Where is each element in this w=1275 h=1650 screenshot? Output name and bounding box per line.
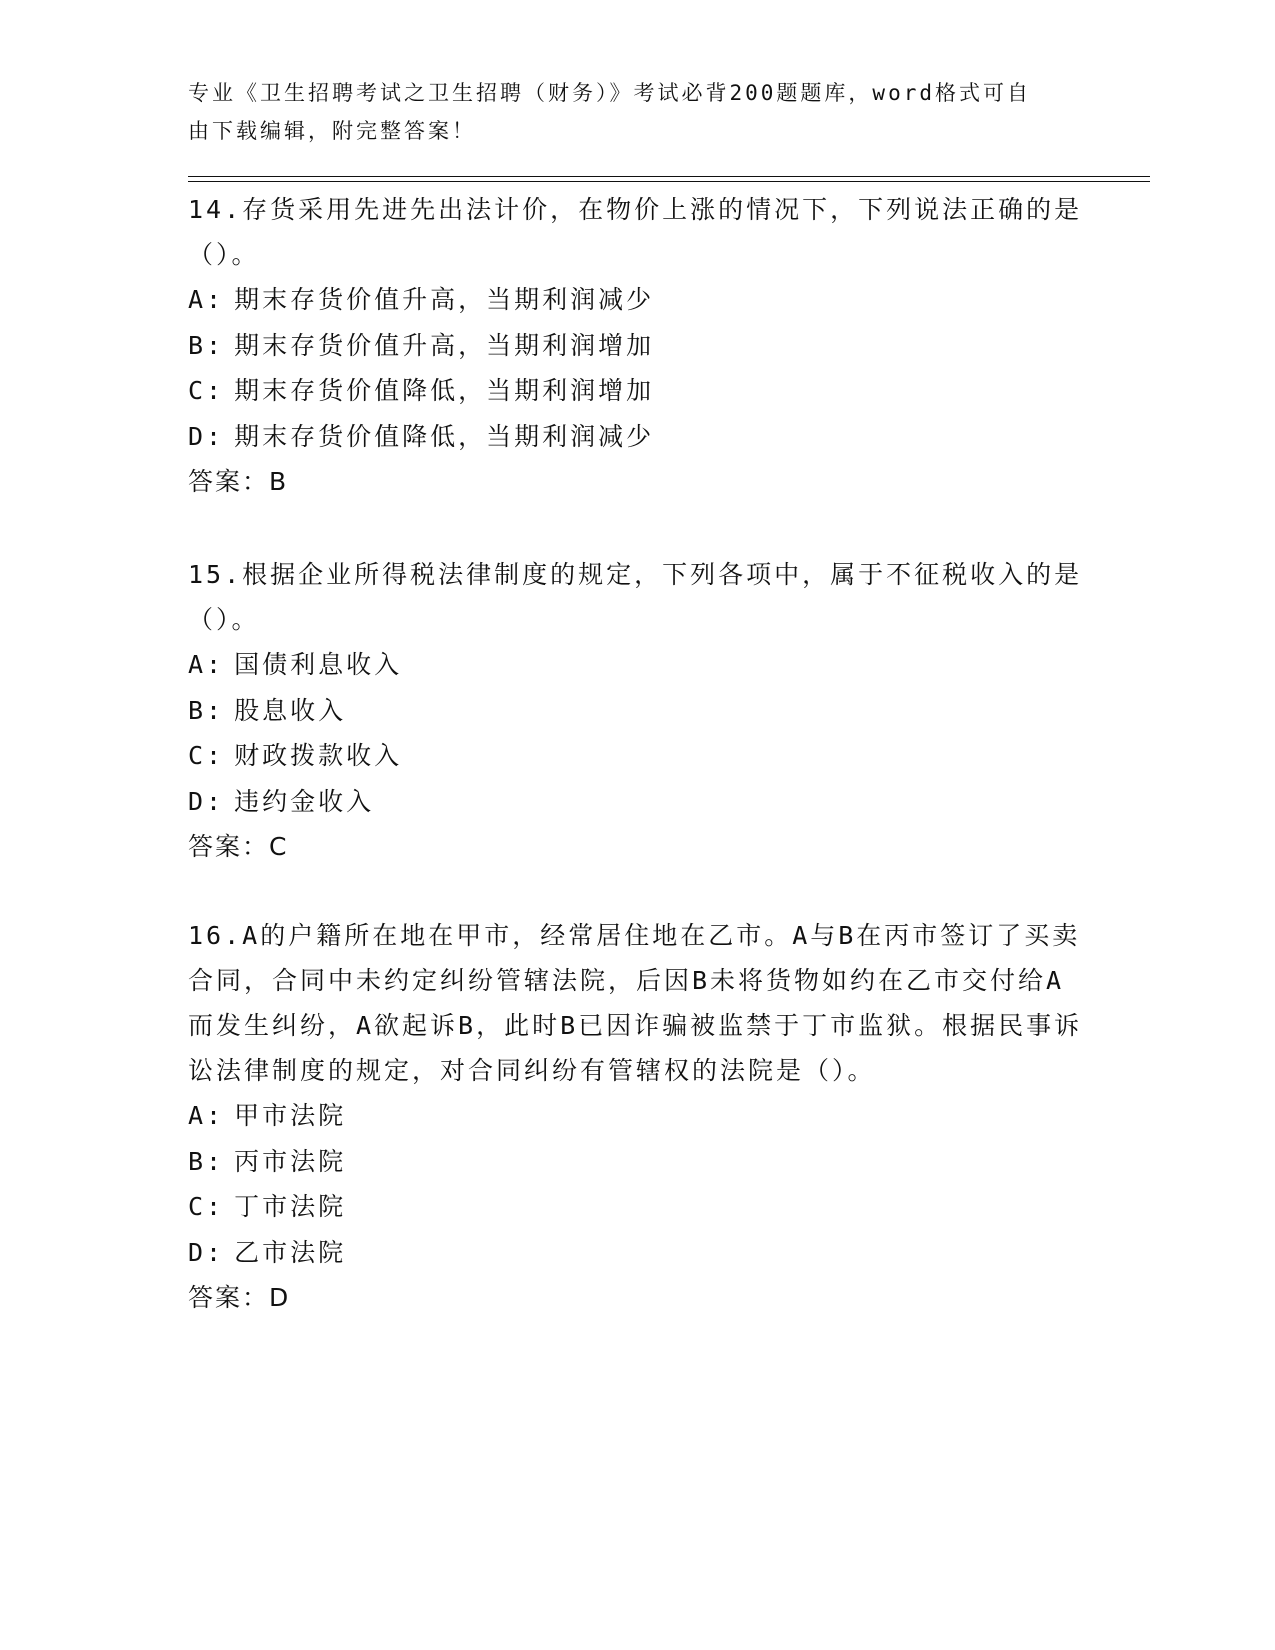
option-letter: B:	[188, 695, 225, 725]
answer-line: 答案：C	[188, 832, 289, 861]
option-d	[188, 414, 1088, 460]
answer-line: 答案：D	[188, 1283, 291, 1312]
option-letter: A:	[188, 650, 225, 679]
option-letter: B:	[188, 1146, 225, 1176]
option-letter: D:	[188, 1237, 225, 1267]
option-b	[188, 323, 1088, 369]
option-text: 违约金收入	[234, 786, 375, 816]
option-a	[188, 642, 1088, 688]
header-line-1: 专业《卫生招聘考试之卫生招聘（财务）》考试必背200题题库，word格式可自	[188, 81, 1031, 105]
option-text: 期末存货价值升高，当期利润减少	[234, 285, 655, 314]
header-divider-bottom	[188, 181, 1150, 182]
option-text: 期末存货价值降低，当期利润减少	[234, 421, 655, 451]
question-stem: 15.根据企业所得税法律制度的规定，下列各项中，属于不征税收入的是（）。	[188, 560, 1083, 634]
option-text: 乙市法院	[234, 1237, 347, 1267]
option-text: 股息收入	[234, 695, 347, 725]
option-b	[188, 1139, 1088, 1185]
option-text: 财政拨款收入	[234, 741, 403, 770]
option-c	[188, 733, 1088, 779]
option-a	[188, 277, 1088, 323]
option-text: 丙市法院	[234, 1146, 347, 1176]
document-header	[188, 74, 1068, 150]
header-divider-top	[188, 176, 1150, 177]
question-16	[188, 913, 1088, 1320]
answer-line: 答案：B	[188, 467, 289, 496]
question-15	[188, 552, 1088, 869]
option-text: 丁市法院	[234, 1192, 347, 1221]
header-line-2: 由下载编辑，附完整答案！	[188, 119, 476, 143]
option-letter: D:	[188, 421, 225, 451]
option-b	[188, 688, 1088, 734]
option-letter: D:	[188, 786, 225, 816]
question-stem: 14.存货采用先进先出法计价，在物价上涨的情况下，下列说法正确的是（）。	[188, 195, 1083, 269]
option-text: 甲市法院	[234, 1101, 347, 1130]
option-letter: C:	[188, 1192, 225, 1221]
option-text: 期末存货价值降低，当期利润增加	[234, 376, 655, 405]
question-stem: 16.A的户籍所在地在甲市，经常居住地在乙市。A与B在丙市签订了买卖合同，合同中未约定纠纷管辖法院，后因B未将货物如约在乙市交付给A而发生纠纷，A欲起诉B，此时B已因诈骗被监禁于丁市监狱。根据民事诉讼法律制度的规定，对合同纠纷有管辖权的法院是（）。	[188, 921, 1083, 1085]
option-d	[188, 1230, 1088, 1276]
question-14	[188, 187, 1088, 504]
option-c	[188, 1184, 1088, 1230]
option-letter: B:	[188, 330, 225, 360]
option-c	[188, 368, 1088, 414]
option-text: 期末存货价值升高，当期利润增加	[234, 330, 655, 360]
option-letter: A:	[188, 1101, 225, 1130]
option-text: 国债利息收入	[234, 650, 403, 679]
option-letter: C:	[188, 376, 225, 405]
option-letter: A:	[188, 285, 225, 314]
option-d	[188, 779, 1088, 825]
option-letter: C:	[188, 741, 225, 770]
option-a	[188, 1093, 1088, 1139]
